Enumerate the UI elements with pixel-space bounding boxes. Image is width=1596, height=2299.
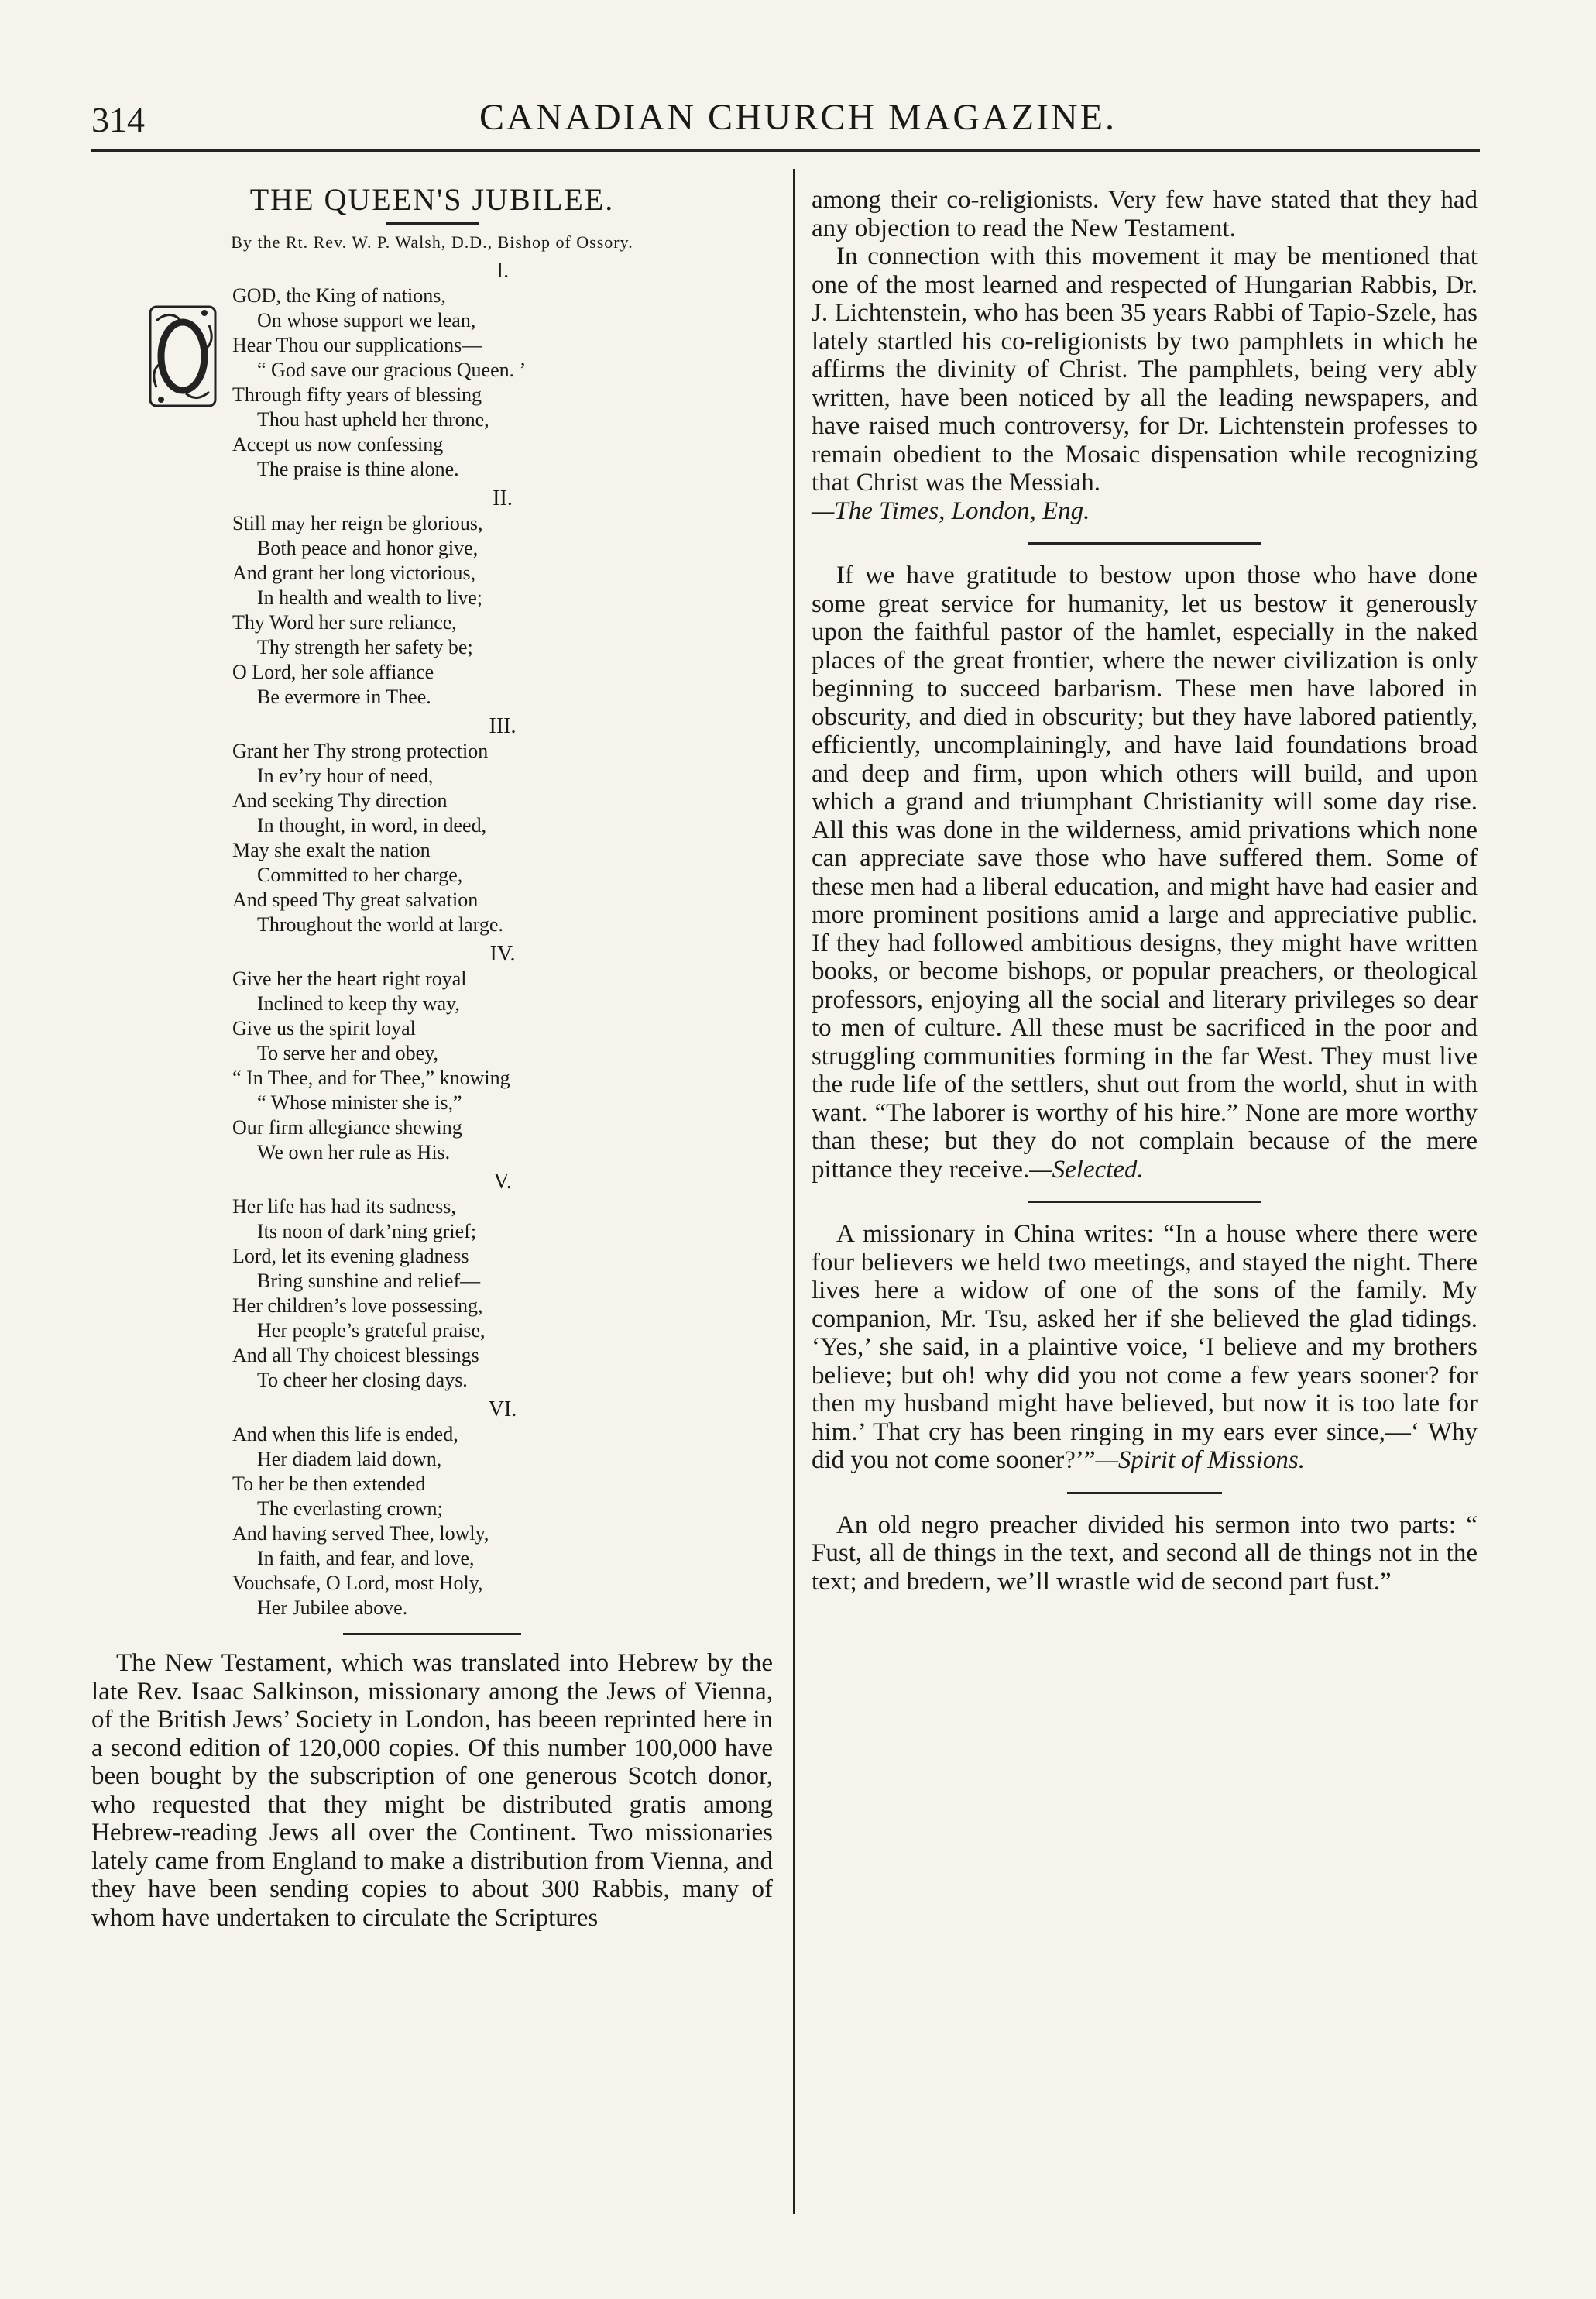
poem-line: In health and wealth to live; [257,586,482,609]
stanza-number: I. [496,259,510,283]
new-testament-continued: among their co-religionists. Very few have stated that they had any objection to read the New Testament. [812,186,1478,242]
missionary-article [812,1220,1478,1475]
poem-line: Be evermore in Thee. [257,686,431,708]
stanza [232,1397,773,1620]
poem-line: Committed to her charge, [257,864,463,886]
times-source: —The Times, London, Eng. [812,497,1090,525]
poem-line: “ Whose minister she is,” [257,1091,462,1114]
poem-line: Accept us now confessing [232,433,444,455]
stanza-number: II. [493,486,513,510]
lichtenstein-paragraph: In connection with this movement it may be mentioned that one of the most learned and respected of Hungarian Rabbis, Dr. J. Lichtenstein, who has been 35 years Rabbi of Tapio-Szele, has lately startled his co-religionists by two pamphlets in which he affirms the divinity of Christ. The pamphlets, being very ably written, have been noticed by all the leading newspapers, and have raised much controversy, for Dr. Lichtenstein professes to remain obedient to the Mosaic dispensation while recognizing that Christ was the Messiah. [812,242,1478,497]
poem-line: GOD, the King of nations, [232,284,446,307]
spirit-of-missions-source: —Spirit of Missions. [1095,1446,1306,1474]
ornamental-initial-o-icon [146,302,220,411]
poem-line: Both peace and honor give, [257,537,479,559]
gratitude-text: If we have gratitude to bestow upon those who have done some great service for humanity, let us bestow it generously upon the faithful pastor of the hamlet, especially in the naked places of the great frontier, where the newer civilization is only beginning to succeed barbarism. These men have labored in obscurity, and died in obscurity; but they have labored patiently, efficiently, uncomplainingly, and have laid foundations broad and deep and firm, upon which others will build, and upon which a grand and triumphant Christianity will some day rise. All this was done in the wilderness, amid privations which none can appreciate save those who have suffered them. Some of these men had a liberal education, and might have had easier and more prominent positions amid a large and appreciative public. If they had followed ambitious designs, they might have written books, or become bishops, or popular preachers, or theological professors, enjoying all the social and literary privileges so dear to men of culture. All these must be sacrificed in the poor and struggling communities forming in the far West. They must live the rude life of the settlers, shut out from the world, shut in with want. “The laborer is worthy of his hire.” None are more worthy than these; but they do not complain because of the mere pittance they receive. [812,562,1478,1184]
poem-line: And speed Thy great salvation [232,888,479,911]
poem-line: Give us the spirit loyal [232,1017,416,1040]
stanza-number: V. [493,1170,512,1194]
poem-line: Her people’s grateful praise, [257,1319,486,1342]
poem-line: On whose support we lean, [257,309,476,332]
poem-line: Hear Thou our supplications— [232,334,482,356]
poem-line: In faith, and fear, and love, [257,1547,475,1569]
poem-line: Our firm allegiance shewing [232,1116,462,1139]
section-divider [1028,1201,1261,1203]
poem-line: To cheer her closing days. [257,1369,468,1391]
column-divider [793,169,795,2214]
stanza [232,942,773,1165]
missionary-text: A missionary in China writes: “In a house where there were four believers we held two meetings, and stayed the night. There lives here a widow of one of the sons of the family. My companion, Mr. Tsu, asked her if she believed the glad tidings. ‘Yes,’ she said, in a plaintive voice, ‘I believe and my brothers believe; but oh! why did you not come a few years sooner? for then my husband might have believed, but now it is too late for him.’ That cry has been ringing in my ears ever since,—‘ Why did you not come sooner?’” [812,1220,1478,1474]
right-column [812,172,1478,1596]
stanza [232,486,773,710]
selected-source: —Selected. [1029,1155,1144,1184]
poem-line: Thy strength her safety be; [257,636,473,658]
poem-line: And all Thy choicest blessings [232,1344,479,1366]
left-column [91,172,773,1932]
poem-line: Her life has had its sadness, [232,1195,456,1218]
poem-line: And grant her long victorious, [232,562,476,584]
poem-line: Give her the heart right royal [232,967,467,990]
poem-line: Her diadem laid down, [257,1448,442,1470]
stanza-number: VI. [488,1397,517,1421]
poem-line: We own her rule as His. [257,1141,451,1163]
poem-line: And when this life is ended, [232,1423,458,1445]
poem-line: Inclined to keep thy way, [257,992,460,1015]
stanza [232,714,773,937]
poem-line: Still may her reign be glorious, [232,512,483,534]
poem-line: And seeking Thy direction [232,789,448,812]
poem-line: The praise is thine alone. [257,458,459,480]
section-divider [1067,1492,1222,1494]
stanza-number: IV. [489,942,516,966]
poem-line: Her children’s love possessing, [232,1294,483,1317]
poem-line: Thou hast upheld her throne, [257,408,489,431]
poem-line: Vouchsafe, O Lord, most Holy, [232,1572,483,1594]
poem-line: The everlasting crown; [257,1497,443,1520]
poem-title: THE QUEEN'S JUBILEE. [249,182,615,217]
stanza [232,1170,773,1393]
poem-line: Thy Word her sure reliance, [232,611,457,634]
poem-line: In thought, in word, in deed, [257,814,487,837]
poem-line: And having served Thee, lowly, [232,1522,489,1545]
negro-preacher-article: An old negro preacher divided his sermon into two parts: “ Fust, all de things in the text, and second all de things not in the text; and bredern, we’ll wrastle wid de second part fust.” [812,1510,1478,1596]
poem-line: “ In Thee, and for Thee,” knowing [232,1067,510,1089]
header-rule [91,149,1480,152]
poem-line: Her Jubilee above. [257,1596,408,1619]
poem-byline: By the Rt. Rev. W. P. Walsh, D.D., Bishop of Ossory. [231,232,633,252]
poem-line: “ God save our gracious Queen. ’ [257,359,527,381]
poem-line: Grant her Thy strong protection [232,740,489,762]
stanza [232,259,773,482]
poem-line: Through fifty years of blessing [232,383,482,406]
new-testament-article: The New Testament, which was translated into Hebrew by the late Rev. Isaac Salkinson, missionary among the Jews of Vienna, of the British Jews’ Society in London, has beeen reprinted here in a second edition of 120,000 copies. Of this number 100,000 have been bought by the subscription of one generous Scotch donor, who requested that they might be distributed gratis among Hebrew-reading Jews all over the Continent. Two missionaries lately came from England to make a distribution from Vienna, and they have been sending copies to about 300 Rabbis, many of whom have undertaken to circulate the Scriptures [91,1649,773,1932]
poem-line: O Lord, her sole affiance [232,661,434,683]
poem-line: Bring sunshine and relief— [257,1270,481,1292]
title-rule [386,222,479,225]
poem-line: Throughout the world at large. [257,913,503,936]
section-divider [1028,542,1261,545]
poem-body [232,259,773,1620]
gratitude-article [812,562,1478,1184]
running-title: CANADIAN CHURCH MAGAZINE. [479,97,1117,138]
poem-line: To serve her and obey, [257,1042,439,1064]
stanza-number: III. [489,714,517,738]
poem-line: Its noon of dark’ning grief; [257,1220,477,1242]
poem-line: May she exalt the nation [232,839,431,861]
poem-line: In ev’ry hour of need, [257,765,434,787]
poem-end-rule [343,1633,521,1635]
page-number: 314 [91,100,145,139]
poem-line: Lord, let its evening gladness [232,1245,469,1267]
poem-line: To her be then extended [232,1473,426,1495]
